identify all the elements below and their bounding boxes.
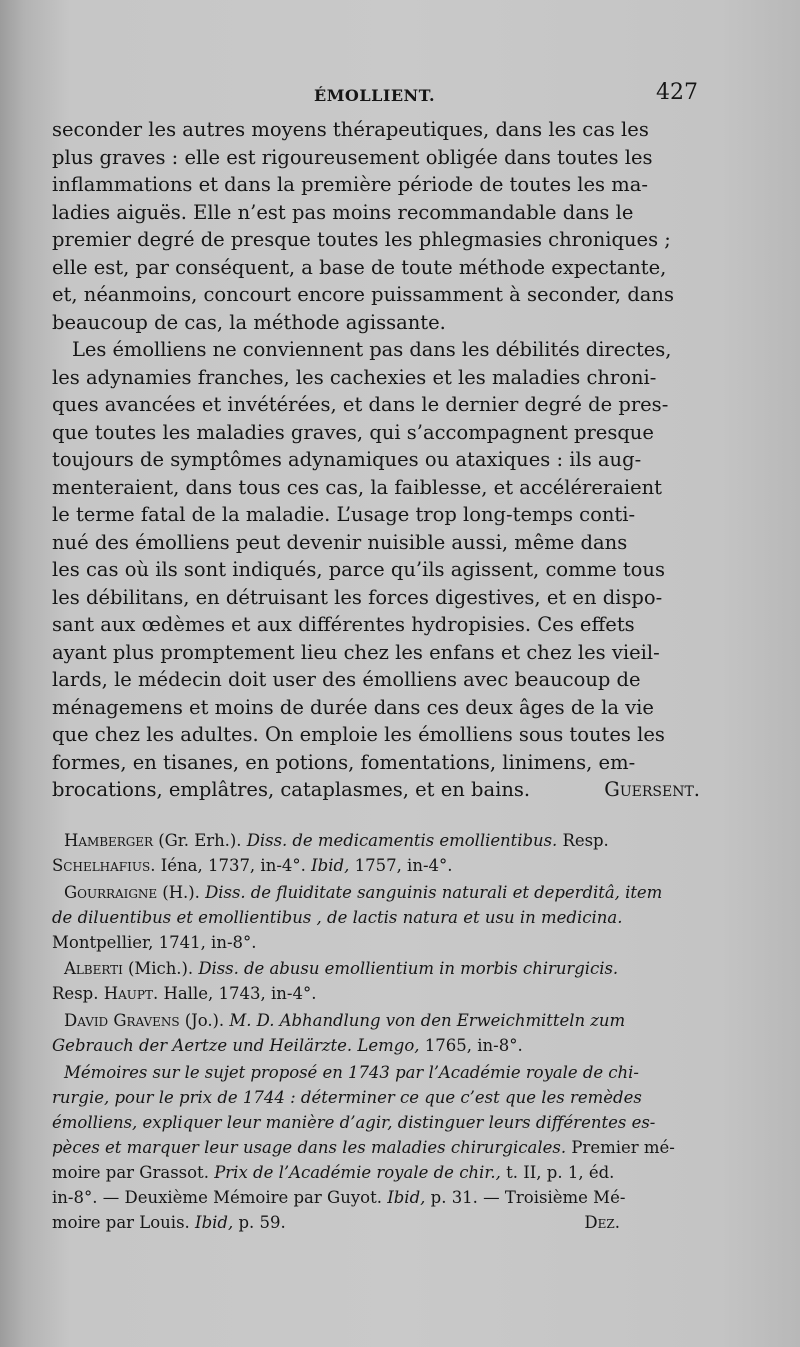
- reference-ibid: Ibid,: [387, 1188, 426, 1207]
- reference-line: [52, 1210, 700, 1235]
- reference-text: . Halle, 1743, in-4°.: [152, 984, 317, 1003]
- text-line: ayant plus promptement lieu chez les enfans et chez les vieil-: [52, 640, 660, 664]
- reference-line: [52, 981, 700, 1006]
- reference-hamberger: [52, 828, 700, 878]
- reference-gourraigne: [52, 880, 700, 955]
- text-line: le terme fatal de la maladie. L’usage trop long-temps conti-: [52, 503, 636, 526]
- reference-line: [52, 956, 700, 981]
- page-number: 427: [656, 80, 698, 105]
- text-line: menteraient, dans tous ces cas, la faiblesse, et accéléreraient: [52, 475, 663, 499]
- reference-author: Gourraigne: [64, 883, 158, 902]
- reference-author: Hamberger: [64, 831, 154, 850]
- reference-author: Alberti: [64, 959, 123, 978]
- text-line: plus graves : elle est rigoureusement obligée dans toutes les: [52, 145, 653, 169]
- reference-line: [52, 828, 700, 853]
- text-line: seconder les autres moyens thérapeutiques, dans les cas les: [52, 118, 649, 141]
- reference-text: p. 31. — Troisième Mé-: [425, 1188, 626, 1207]
- reference-text: 1765, in-8°.: [419, 1036, 523, 1055]
- text-line: que toutes les maladies graves, qui s’accompagnent presque: [52, 420, 654, 444]
- reference-line: [52, 1185, 700, 1210]
- text-line: ménagemens et moins de durée dans ces deux âges de la vie: [52, 695, 654, 719]
- main-text: [52, 116, 700, 804]
- reference-line: [52, 1008, 700, 1033]
- reference-line: [52, 1060, 700, 1085]
- text-line: beaucoup de cas, la méthode agissante.: [52, 310, 446, 334]
- paragraph-start-line: Les émolliens ne conviennent pas dans les débilités directes,: [72, 338, 672, 361]
- reference-text: p. 59.: [233, 1213, 286, 1232]
- author-signature: Dez.: [584, 1213, 620, 1232]
- reference-title: émolliens, expliquer leur manière d’agir, distinguer leurs différentes es-: [52, 1113, 656, 1132]
- text-line: ladies aiguës. Elle n’est pas moins recommandable dans le: [52, 200, 634, 224]
- last-line-text: brocations, emplâtres, cataplasmes, et en bains.: [52, 778, 531, 801]
- text-line: les adynamies franches, les cachexies et les maladies chroni-: [52, 365, 657, 389]
- reference-title: Diss. de medicamentis emollientibus.: [246, 831, 558, 850]
- reference-line: [52, 1135, 700, 1160]
- reference-text: 1757, in-4°.: [349, 856, 453, 875]
- reference-title: M. D. Abhandlung von den Erweichmitteln zum: [229, 1011, 626, 1030]
- text-line: que chez les adultes. On emploie les émolliens sous toutes les: [52, 723, 665, 746]
- reference-text: moire par Grassot.: [52, 1163, 215, 1182]
- reference-line: [52, 1110, 700, 1135]
- reference-gravens: [52, 1008, 700, 1058]
- text-line: ques avancées et invétérées, et dans le dernier degré de pres-: [52, 393, 669, 416]
- text-line: les débilitans, en détruisant les forces digestives, et en dispo-: [52, 585, 663, 609]
- text-line: sant aux œdèmes et aux différentes hydropisies. Ces effets: [52, 613, 635, 636]
- text-line: elle est, par conséquent, a base de toute méthode expectante,: [52, 255, 667, 279]
- reference-title: Mémoires sur le sujet proposé en 1743 par l’Académie royale de chi-: [64, 1063, 639, 1082]
- reference-text: Resp.: [557, 831, 609, 850]
- reference-line: [52, 853, 700, 878]
- text-line-last: [52, 776, 700, 804]
- reference-title: de diluentibus et emollientibus , de lactis natura et usu in medicina.: [52, 908, 623, 927]
- reference-text: t. II, p. 1, éd.: [500, 1163, 615, 1182]
- reference-title: Diss. de abusu emollientium in morbis chirurgicis.: [198, 959, 619, 978]
- text-line: nué des émolliens peut devenir nuisible aussi, même dans: [52, 530, 628, 554]
- reference-line: [52, 1160, 700, 1185]
- reference-text: in-8°. — Deuxième Mémoire par Guyot.: [52, 1188, 388, 1207]
- reference-text: (Gr. Erh.).: [153, 831, 247, 850]
- page-header: [52, 80, 698, 112]
- reference-name: Schelhafius: [52, 856, 151, 875]
- reference-title: rurgie, pour le prix de 1744 : déterminer ce que c’est que les remèdes: [52, 1088, 642, 1107]
- text-line: formes, en tisanes, en potions, fomentations, linimens, em-: [52, 750, 636, 774]
- reference-title: Diss. de fluiditate sanguinis naturali et deperditâ, item: [205, 883, 663, 902]
- reference-text: Resp.: [52, 984, 104, 1003]
- reference-line: [52, 1085, 700, 1110]
- reference-text: . Iéna, 1737, in-4°.: [150, 856, 312, 875]
- text-line: lards, le médecin doit user des émolliens avec beaucoup de: [52, 668, 641, 691]
- reference-author: David Gravens: [64, 1011, 180, 1030]
- reference-text: (H.).: [157, 883, 206, 902]
- text-line: et, néanmoins, concourt encore puissamment à seconder, dans: [52, 283, 675, 306]
- reference-text: (Mich.).: [122, 959, 199, 978]
- reference-memoires: [52, 1060, 700, 1235]
- running-title: ÉMOLLIENT.: [314, 86, 436, 105]
- text-line: premier degré de presque toutes les phlegmasies chroniques ;: [52, 228, 671, 251]
- reference-ibid: Ibid,: [311, 856, 350, 875]
- reference-ibid: Ibid,: [195, 1213, 234, 1232]
- reference-line: [52, 880, 700, 905]
- reference-line: [52, 1033, 700, 1058]
- reference-line: Montpellier, 1741, in-8°.: [52, 933, 257, 952]
- text-line: inflammations et dans la première période de toutes les ma-: [52, 173, 648, 196]
- reference-text: (Jo.).: [179, 1011, 230, 1030]
- reference-alberti: [52, 956, 700, 1006]
- text-line: les cas où ils sont indiqués, parce qu’ils agissent, comme tous: [52, 558, 665, 581]
- reference-title: Prix de l’Académie royale de chir.,: [214, 1163, 501, 1182]
- text-line: toujours de symptômes adynamiques ou ataxiques : ils aug-: [52, 448, 642, 471]
- reference-title: Gebrauch der Aertze und Heilärzte. Lemgo,: [52, 1036, 420, 1055]
- reference-title: pèces et marquer leur usage dans les maladies chirurgicales.: [52, 1138, 567, 1157]
- author-signature: Guersent.: [604, 778, 700, 801]
- reference-text: moire par Louis.: [52, 1213, 196, 1232]
- reference-text: Premier mé-: [566, 1138, 675, 1157]
- reference-name: Haupt: [103, 984, 153, 1003]
- reference-line: [52, 905, 700, 930]
